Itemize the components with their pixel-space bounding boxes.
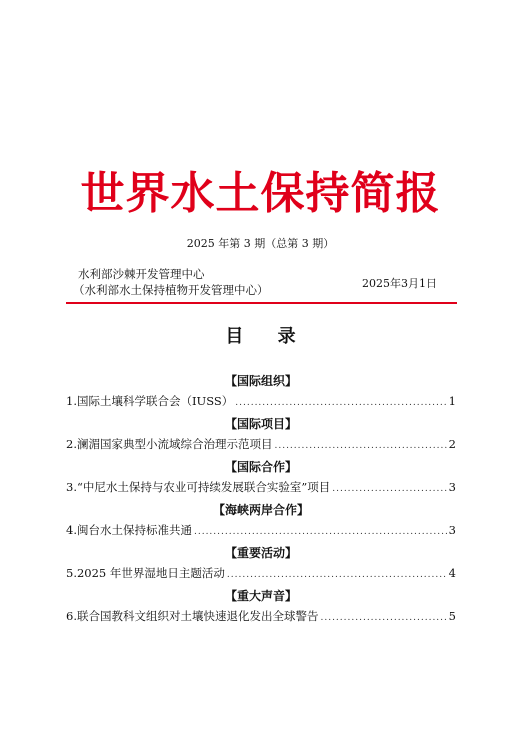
bulletin-title: 世界水土保持简报 — [80, 168, 441, 219]
toc-entry-page: 5 — [448, 609, 456, 623]
toc-entry-title: 2.澜湄国家典型小流域综合治理示范项目 — [66, 437, 273, 451]
toc-entry-page: 3 — [448, 480, 456, 494]
toc-section-title: 【重大声音】 — [224, 589, 297, 603]
toc-entry-title: 4.闽台水土保持标准共通 — [66, 523, 192, 537]
toc-entry-title: 5.2025 年世界湿地日主题活动 — [66, 566, 225, 580]
publisher-name: 水利部沙棘开发管理中心 — [78, 267, 205, 281]
red-divider — [66, 302, 457, 304]
toc-entry[interactable] — [66, 435, 456, 455]
table-of-contents — [66, 372, 456, 630]
toc-section — [66, 544, 456, 587]
toc-entry-title: 3.“中尼水土保持与农业可持续发展联合实验室”项目 — [66, 480, 331, 494]
toc-entry-page: 1 — [448, 394, 456, 408]
toc-section — [66, 372, 456, 415]
toc-section — [66, 501, 456, 544]
toc-entry[interactable] — [66, 607, 456, 627]
toc-entry[interactable] — [66, 478, 456, 498]
toc-section-title: 【国际项目】 — [224, 417, 297, 431]
toc-entry-title: 6.联合国教科文组织对土壤快速退化发出全球警告 — [66, 609, 319, 623]
toc-leader-dots — [227, 566, 447, 584]
toc-entry-title: 1.国际土壤科学联合会（IUSS） — [66, 394, 234, 408]
publisher-alt-name: （水利部水土保持植物开发管理中心） — [73, 283, 269, 297]
toc-entry[interactable] — [66, 564, 456, 584]
toc-heading: 目 录 — [225, 326, 310, 347]
issue-number: 2025 年第 3 期（总第 3 期） — [186, 237, 335, 250]
toc-entry[interactable] — [66, 521, 456, 541]
toc-section — [66, 415, 456, 458]
toc-entry[interactable] — [66, 392, 456, 412]
toc-leader-dots — [320, 609, 446, 627]
toc-section-title: 【重要活动】 — [224, 546, 297, 560]
toc-section — [66, 458, 456, 501]
toc-entry-page: 3 — [448, 523, 456, 537]
toc-entry-page: 2 — [448, 437, 456, 451]
toc-section-title: 【海峡两岸合作】 — [212, 503, 309, 517]
toc-leader-dots — [332, 480, 446, 498]
toc-section — [66, 587, 456, 630]
toc-section-title: 【国际合作】 — [224, 460, 297, 474]
toc-leader-dots — [274, 437, 446, 455]
toc-section-title: 【国际组织】 — [224, 374, 297, 388]
toc-entry-page: 4 — [448, 566, 456, 580]
toc-leader-dots — [194, 523, 447, 541]
publisher-block — [73, 266, 269, 298]
toc-leader-dots — [235, 394, 446, 412]
publish-date: 2025年3月1日 — [362, 277, 437, 290]
